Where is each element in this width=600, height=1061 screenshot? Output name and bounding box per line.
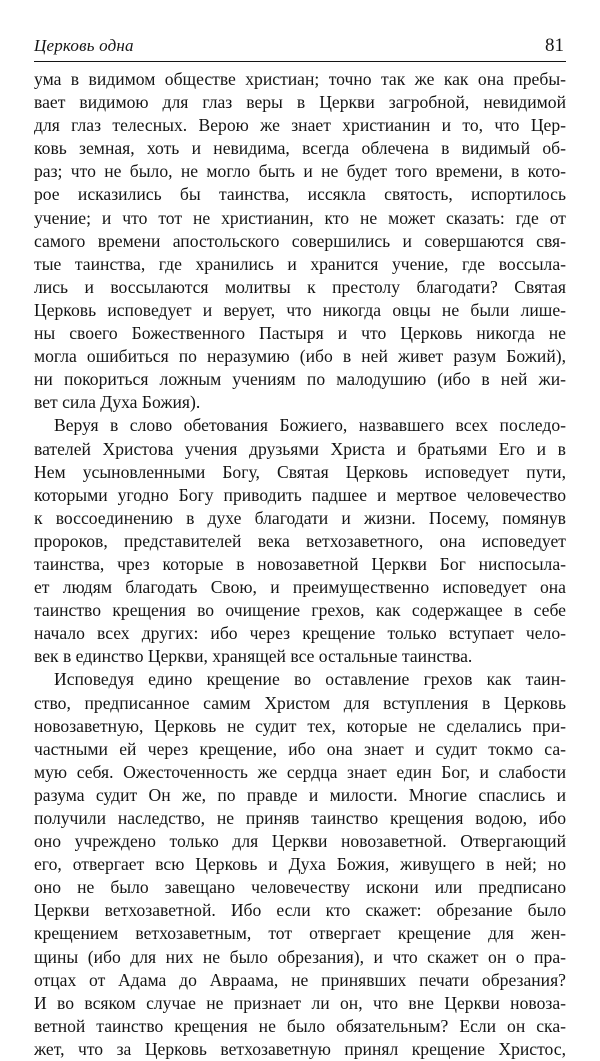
running-title: Церковь одна bbox=[34, 36, 134, 55]
header-rule bbox=[34, 61, 566, 62]
text-line: оно не было завещано человечеству искони или предписано bbox=[34, 877, 566, 898]
text-line: раз; что не было, не могло быть и не будет того времени, в кото- bbox=[34, 161, 566, 182]
text-line: его, отвергает всю Церковь и Духа Божия, живущего в ней; но bbox=[34, 854, 566, 875]
page-number: 81 bbox=[545, 35, 564, 56]
text-line: для глаз телесных. Верою же знает христианин и то, что Цер- bbox=[34, 115, 566, 136]
text-line: вает видимою для глаз веры в Церкви загробной, невидимой bbox=[34, 92, 566, 113]
paragraph-2 bbox=[34, 414, 566, 668]
text-line: Нем усыновленными Богу, Святая Церковь исповедует пути, bbox=[34, 461, 566, 482]
text-line: которыми угодно Богу приводить падшее и мертвое человечество bbox=[34, 484, 566, 505]
body-text bbox=[34, 68, 566, 1061]
text-line: пророков, представителей века ветхозаветного, она исповедует bbox=[34, 530, 566, 551]
text-line: ни покориться ложным учениям по малодушию (ибо в ней жи- bbox=[34, 369, 566, 390]
text-line: новозаветную, Церковь не судит тех, которые не сделались при- bbox=[34, 715, 566, 736]
paragraph-1 bbox=[34, 68, 566, 414]
text-line: ветной таинство крещения не было обязательным? Если он ска- bbox=[34, 1015, 566, 1036]
text-line: частными ей через крещение, ибо она знает и судит токмо са- bbox=[34, 738, 566, 759]
running-head bbox=[34, 36, 566, 60]
text-line: жет, что за Церковь ветхозаветную принял крещение Христос, bbox=[34, 1038, 566, 1059]
text-line: ны своего Божественного Пастыря и что Церковь никогда не bbox=[34, 323, 566, 344]
text-line: лись и воссылаются молитвы к престолу благодати? Святая bbox=[34, 276, 566, 297]
text-line: таинства, чрез которые в новозаветной Церкви Бог ниспосыла- bbox=[34, 553, 566, 574]
text-line: начало всех других: ибо через крещение только вступает чело- bbox=[34, 623, 566, 644]
text-line: рое исказились бы таинства, иссякла святость, испортилось bbox=[34, 184, 566, 205]
text-line: ума в видимом обществе христиан; точно так же как она пребы- bbox=[34, 69, 566, 89]
text-line: тые таинства, где хранились и хранится учение, где воссыла- bbox=[34, 253, 566, 274]
text-line: Веруя в слово обетования Божиего, назвавшего всех последо- bbox=[54, 415, 566, 436]
text-line: щины (ибо для них не было обрезания), и что скажет он о пра- bbox=[34, 946, 566, 967]
text-line: ковь земная, хоть и невидима, всегда облечена в видимый об- bbox=[34, 138, 566, 159]
text-line: получили наследство, не приняв таинство крещения водою, ибо bbox=[34, 808, 566, 828]
text-line: век в единство Церкви, хранящей все остальные таинства. bbox=[34, 646, 473, 667]
text-line: Церковь исповедует и верует, что никогда овцы не были лише- bbox=[34, 299, 566, 320]
text-line: вателей Христова учения друзьями Христа и братьями Его и в bbox=[34, 438, 566, 459]
text-line: таинство крещения во очищение грехов, как содержащее в себе bbox=[34, 600, 566, 621]
text-line: крещением ветхозаветным, тот отвергает крещение для жен- bbox=[34, 923, 566, 944]
text-line: вет сила Духа Божия). bbox=[34, 392, 201, 413]
text-line: ет людям благодать Свою, и преимущественно исповедует она bbox=[34, 577, 566, 598]
text-line: отцах от Адама до Авраама, не принявших печати обрезания? bbox=[34, 969, 566, 990]
book-page bbox=[34, 0, 566, 1059]
text-line: учение; и что тот не христианин, кто не может сказать: где от bbox=[34, 207, 566, 228]
text-line: могла ошибиться по неразумию (ибо в ней живет разум Божий), bbox=[34, 346, 566, 367]
text-line: к воссоединению в духе благодати и жизни. Посему, помянув bbox=[34, 507, 566, 528]
paragraph-3 bbox=[34, 668, 566, 1061]
text-line: оно учреждено только для Церкви новозаветной. Отвергающий bbox=[34, 831, 566, 852]
text-line: И во всяком случае не признает ли он, что вне Церкви новоза- bbox=[34, 992, 566, 1013]
text-line: Исповедуя едино крещение во оставление грехов как таин- bbox=[54, 669, 566, 690]
text-line: мую себя. Ожесточенность же сердца знает един Бог, и слабости bbox=[34, 761, 566, 782]
text-line: разума судит Он же, по правде и милости. Многие спаслись и bbox=[34, 784, 566, 805]
text-line: ство, предписанное самим Христом для вступления в Церковь bbox=[34, 692, 566, 713]
text-line: самого времени апостольского совершились и совершаются свя- bbox=[34, 230, 566, 251]
text-line: Церкви ветхозаветной. Ибо если кто скажет: обрезание было bbox=[34, 900, 566, 921]
